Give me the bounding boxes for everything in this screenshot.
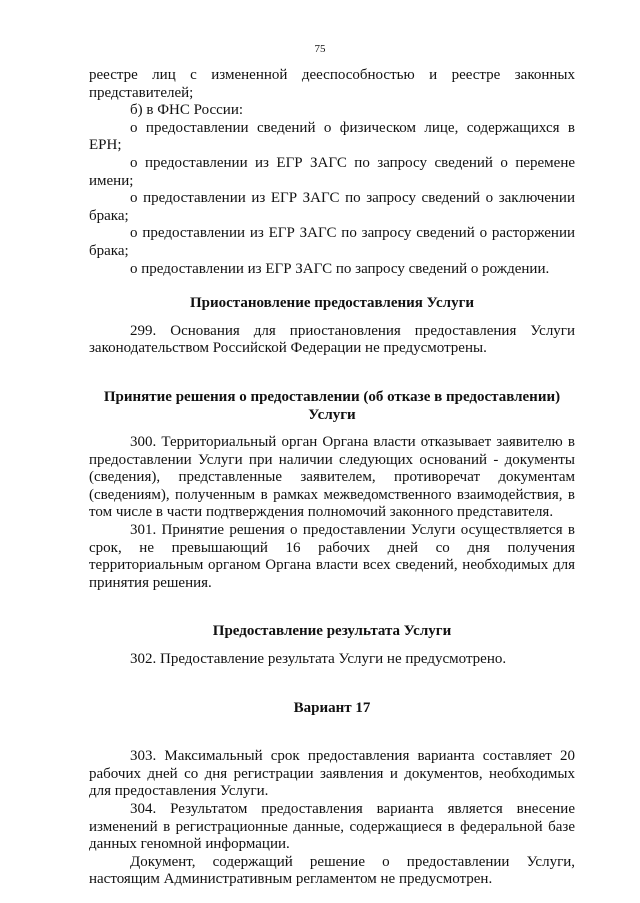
list-item-birth: о предоставлении из ЕГР ЗАГС по запросу сведений о рождении. bbox=[130, 260, 550, 277]
list-item-divorce: о предоставлении из ЕГР ЗАГС по запросу сведений о расторжении брака; bbox=[89, 225, 575, 259]
paragraph-303: 303. Максимальный срок предоставления варианта составляет 20 рабочих дней со дня регистрации заявления и документов, необходимых для предоставления Услуги. bbox=[89, 748, 575, 800]
paragraph-301: 301. Принятие решения о предоставлении Услуги осуществляется в срок, не превышающий 16 рабочих дней со дня получения территориальным органом Органа власти всех сведений, необходимых для принятия решения. bbox=[89, 522, 575, 591]
paragraph-299: 299. Основания для приостановления предоставления Услуги законодательством Российской Федерации не предусмотрены. bbox=[89, 322, 575, 357]
page-number: 75 bbox=[314, 43, 326, 55]
list-item-marriage: о предоставлении из ЕГР ЗАГС по запросу сведений о заключении брака; bbox=[89, 190, 575, 224]
paragraph-304: 304. Результатом предоставления варианта является внесение изменений в регистрационные данные, содержащиеся в федеральной базе данных геномной информации. bbox=[89, 801, 575, 853]
paragraph-document: Документ, содержащий решение о предоставлении Услуги, настоящим Административным регламентом не предусмотрен. bbox=[89, 853, 575, 888]
section-heading-decision: Принятие решения о предоставлении (об отказе в предоставлении) Услуги bbox=[103, 388, 561, 423]
paragraph-302: 302. Предоставление результата Услуги не предусмотрено. bbox=[130, 651, 507, 668]
list-item-ern: о предоставлении сведений о физическом лице, содержащихся в ЕРН; bbox=[89, 119, 575, 154]
paragraph-300: 300. Территориальный орган Органа власти отказывает заявителю в предоставлении Услуги при наличии следующих оснований - документы (сведения), представленные заявителем, противоречат документам (сведениям), полученным в рамках межведомственного взаимодействия, в том числе в части подтверждения полномочий законного представителя. bbox=[89, 434, 575, 521]
section-heading-variant-17: Вариант 17 bbox=[293, 699, 371, 716]
page-content bbox=[89, 67, 575, 889]
list-item-name-change: о предоставлении из ЕГР ЗАГС по запросу сведений о перемене имени; bbox=[89, 154, 575, 189]
section-heading-result: Предоставление результата Услуги bbox=[212, 623, 452, 640]
paragraph-continuation: реестре лиц с измененной дееспособностью и реестре законных представителей; bbox=[89, 67, 575, 101]
section-heading-suspension: Приостановление предоставления Услуги bbox=[189, 295, 475, 312]
list-heading-fns: б) в ФНС России: bbox=[130, 102, 244, 119]
